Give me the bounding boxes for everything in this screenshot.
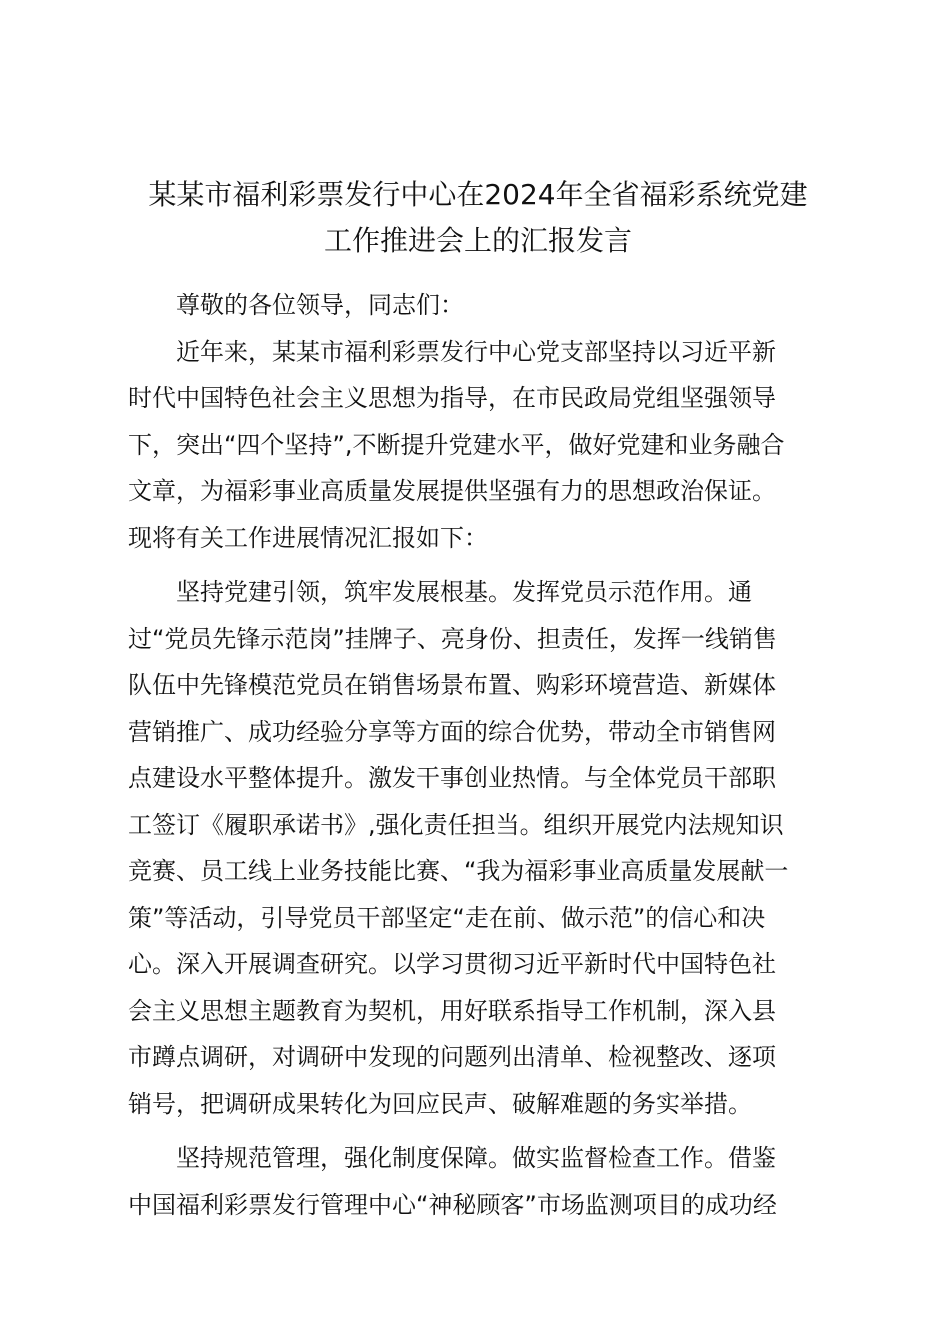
- text-line: 下，突出“四个坚持”,不断提升党建水平，做好党建和业务融合: [128, 430, 785, 459]
- text-line: 中国福利彩票发行管理中心“神秘顾客”市场监测项目的成功经: [128, 1190, 777, 1219]
- text-line: 坚持党建引领，筑牢发展根基。发挥党员示范作用。通: [176, 578, 752, 606]
- text-line: 营销推广、成功经验分享等方面的综合优势，带动全市销售网: [128, 717, 776, 746]
- paragraph-gap: [128, 561, 828, 569]
- text-line: 文章，为福彩事业高质量发展提供坚强有力的思想政治保证。: [128, 477, 776, 505]
- paragraph-intro: [128, 329, 828, 562]
- text-line: 竞赛、员工线上业务技能比赛、“我为福彩事业高质量发展献一: [128, 857, 789, 885]
- text-line: 会主义思想主题教育为契机，用好联系指导工作机制，深入县: [128, 996, 776, 1025]
- paragraph-management: [128, 1135, 828, 1228]
- text-line: 现将有关工作进展情况汇报如下：: [128, 523, 488, 552]
- text-line: 市蹲点调研，对调研中发现的问题列出清单、检视整改、逐项: [128, 1043, 776, 1071]
- text-line: 点建设水平整体提升。激发干事创业热情。与全体党员干部职: [128, 764, 776, 792]
- text-line: 策”等活动，引导党员干部坚定“走在前、做示范”的信心和决: [128, 903, 766, 932]
- document-page: [128, 172, 828, 1228]
- text-line: 心。深入开展调查研究。以学习贯彻习近平新时代中国特色社: [128, 950, 776, 978]
- title-line-2: 工作推进会上的汇报发言: [323, 224, 632, 257]
- title-line-1: 某某市福利彩票发行中心在2024年全省福彩系统党建: [148, 178, 808, 211]
- text-line: 过“党员先锋示范岗”挂牌子、亮身份、担责任，发挥一线销售: [128, 624, 777, 653]
- salutation: 尊敬的各位领导，同志们：: [176, 291, 464, 319]
- paragraph-gap: [128, 1127, 828, 1135]
- text-line: 销号，把调研成果转化为回应民声、破解难题的务实举措。: [128, 1089, 752, 1118]
- text-line: 近年来，某某市福利彩票发行中心党支部坚持以习近平新: [176, 337, 776, 366]
- text-line: 坚持规范管理，强化制度保障。做实监督检查工作。借鉴: [176, 1144, 776, 1172]
- text-line: 队伍中先锋模范党员在销售场景布置、购彩环境营造、新媒体: [128, 671, 776, 699]
- text-line: 工签订《履职承诺书》,强化责任担当。组织开展党内法规知识: [128, 810, 784, 839]
- paragraph-party-leadership: [128, 569, 828, 1127]
- text-line: 时代中国特色社会主义思想为指导，在市民政局党组坚强领导: [128, 384, 776, 412]
- document-title: [118, 172, 838, 264]
